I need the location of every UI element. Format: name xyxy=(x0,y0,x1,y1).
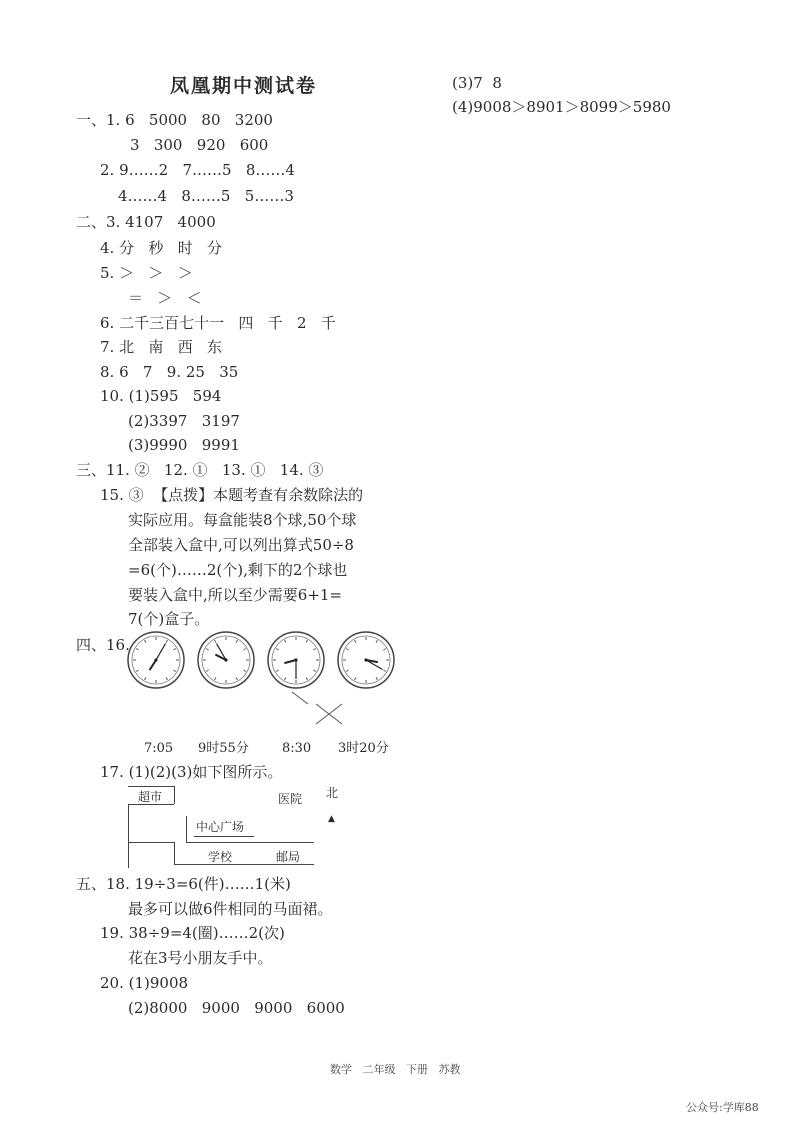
clock-label-1: 7:05 xyxy=(144,741,174,756)
clock-4 xyxy=(336,630,396,690)
matching-cross xyxy=(290,690,350,730)
clock-1 xyxy=(126,630,186,690)
answer-line-15d: =6(个)……2(个),剩下的2个球也 xyxy=(128,561,348,579)
answer-line-20: 20. (1)9008 xyxy=(100,974,189,992)
answer-line-2: 2. 9……2 7……5 8……4 xyxy=(100,161,295,179)
clock-center xyxy=(294,658,297,661)
clock-center xyxy=(224,658,227,661)
map-center-square: 中心广场 xyxy=(196,820,245,834)
page-footer: 数学 二年级 下册 苏教 xyxy=(330,1063,461,1076)
answer-line-6: 6. 二千三百七十一 四 千 2 千 xyxy=(100,314,336,332)
map-diagram xyxy=(128,784,348,874)
answer-line-18: 五、18. 19÷3=6(件)……1(米) xyxy=(76,875,291,893)
answer-line-3: 二、3. 4107 4000 xyxy=(76,213,216,231)
answer-line-18b: 最多可以做6件相同的马面裙。 xyxy=(128,900,333,918)
answer-line-17: 17. (1)(2)(3)如下图所示。 xyxy=(100,763,283,781)
clock-label-4: 3时20分 xyxy=(338,741,389,756)
answer-line-19: 19. 38÷9=4(圈)……2(次) xyxy=(100,924,285,942)
map-post-office: 邮局 xyxy=(276,850,301,864)
clock-center xyxy=(364,658,367,661)
map-supermarket: 超市 xyxy=(138,790,163,804)
answer-line-15f: 7(个)盒子。 xyxy=(128,610,210,628)
answer-line-10: 10. (1)595 594 xyxy=(100,387,222,405)
answer-line-1b: 3 300 920 600 xyxy=(130,136,269,154)
clock-3 xyxy=(266,630,326,690)
map-hospital: 医院 xyxy=(278,792,303,806)
answer-line-1: 一、1. 6 5000 80 3200 xyxy=(76,111,273,129)
answer-line-5: 5. ＞ ＞ ＞ xyxy=(100,264,193,282)
answer-line-15c: 全部装入盒中,可以列出算式50÷8 xyxy=(128,536,354,554)
answer-line-10c: (3)9990 9991 xyxy=(128,436,240,454)
answer-line-2b: 4……4 8……5 5……3 xyxy=(118,187,294,205)
answer-right-4: (4)9008＞8901＞8099＞5980 xyxy=(452,98,671,116)
answer-line-15: 15. ③ 【点拨】本题考查有余数除法的 xyxy=(100,486,364,504)
answer-line-11: 三、11. ② 12. ① 13. ① 14. ③ xyxy=(76,461,324,479)
clock-2 xyxy=(196,630,256,690)
page-title: 凤凰期中测试卷 xyxy=(170,75,318,97)
map-school: 学校 xyxy=(208,850,233,864)
clock-center xyxy=(154,658,157,661)
map-north-label: 北 xyxy=(326,786,339,800)
answer-line-5b: ＝ ＞ ＜ xyxy=(128,289,202,307)
answer-line-10b: (2)3397 3197 xyxy=(128,412,240,430)
corner-watermark: 公众号:学库88 xyxy=(686,1101,759,1114)
clock-label-2: 9时55分 xyxy=(198,741,249,756)
clock-label-3: 8:30 xyxy=(282,741,312,756)
answer-line-4: 4. 分 秒 时 分 xyxy=(100,239,222,257)
answer-line-7: 7. 北 南 西 东 xyxy=(100,338,222,356)
answer-line-20b: (2)8000 9000 9000 6000 xyxy=(128,999,345,1017)
map-north-arrow: ▲ xyxy=(328,814,335,824)
answer-line-8: 8. 6 7 9. 25 35 xyxy=(100,363,239,381)
answer-line-15e: 要装入盒中,所以至少需要6+1= xyxy=(128,586,342,604)
answer-right-3: (3)7 8 xyxy=(452,74,502,92)
answer-line-19b: 花在3号小朋友手中。 xyxy=(128,949,273,967)
answer-line-16: 四、16. xyxy=(76,636,130,654)
answer-line-15b: 实际应用。每盒能装8个球,50个球 xyxy=(128,511,357,529)
